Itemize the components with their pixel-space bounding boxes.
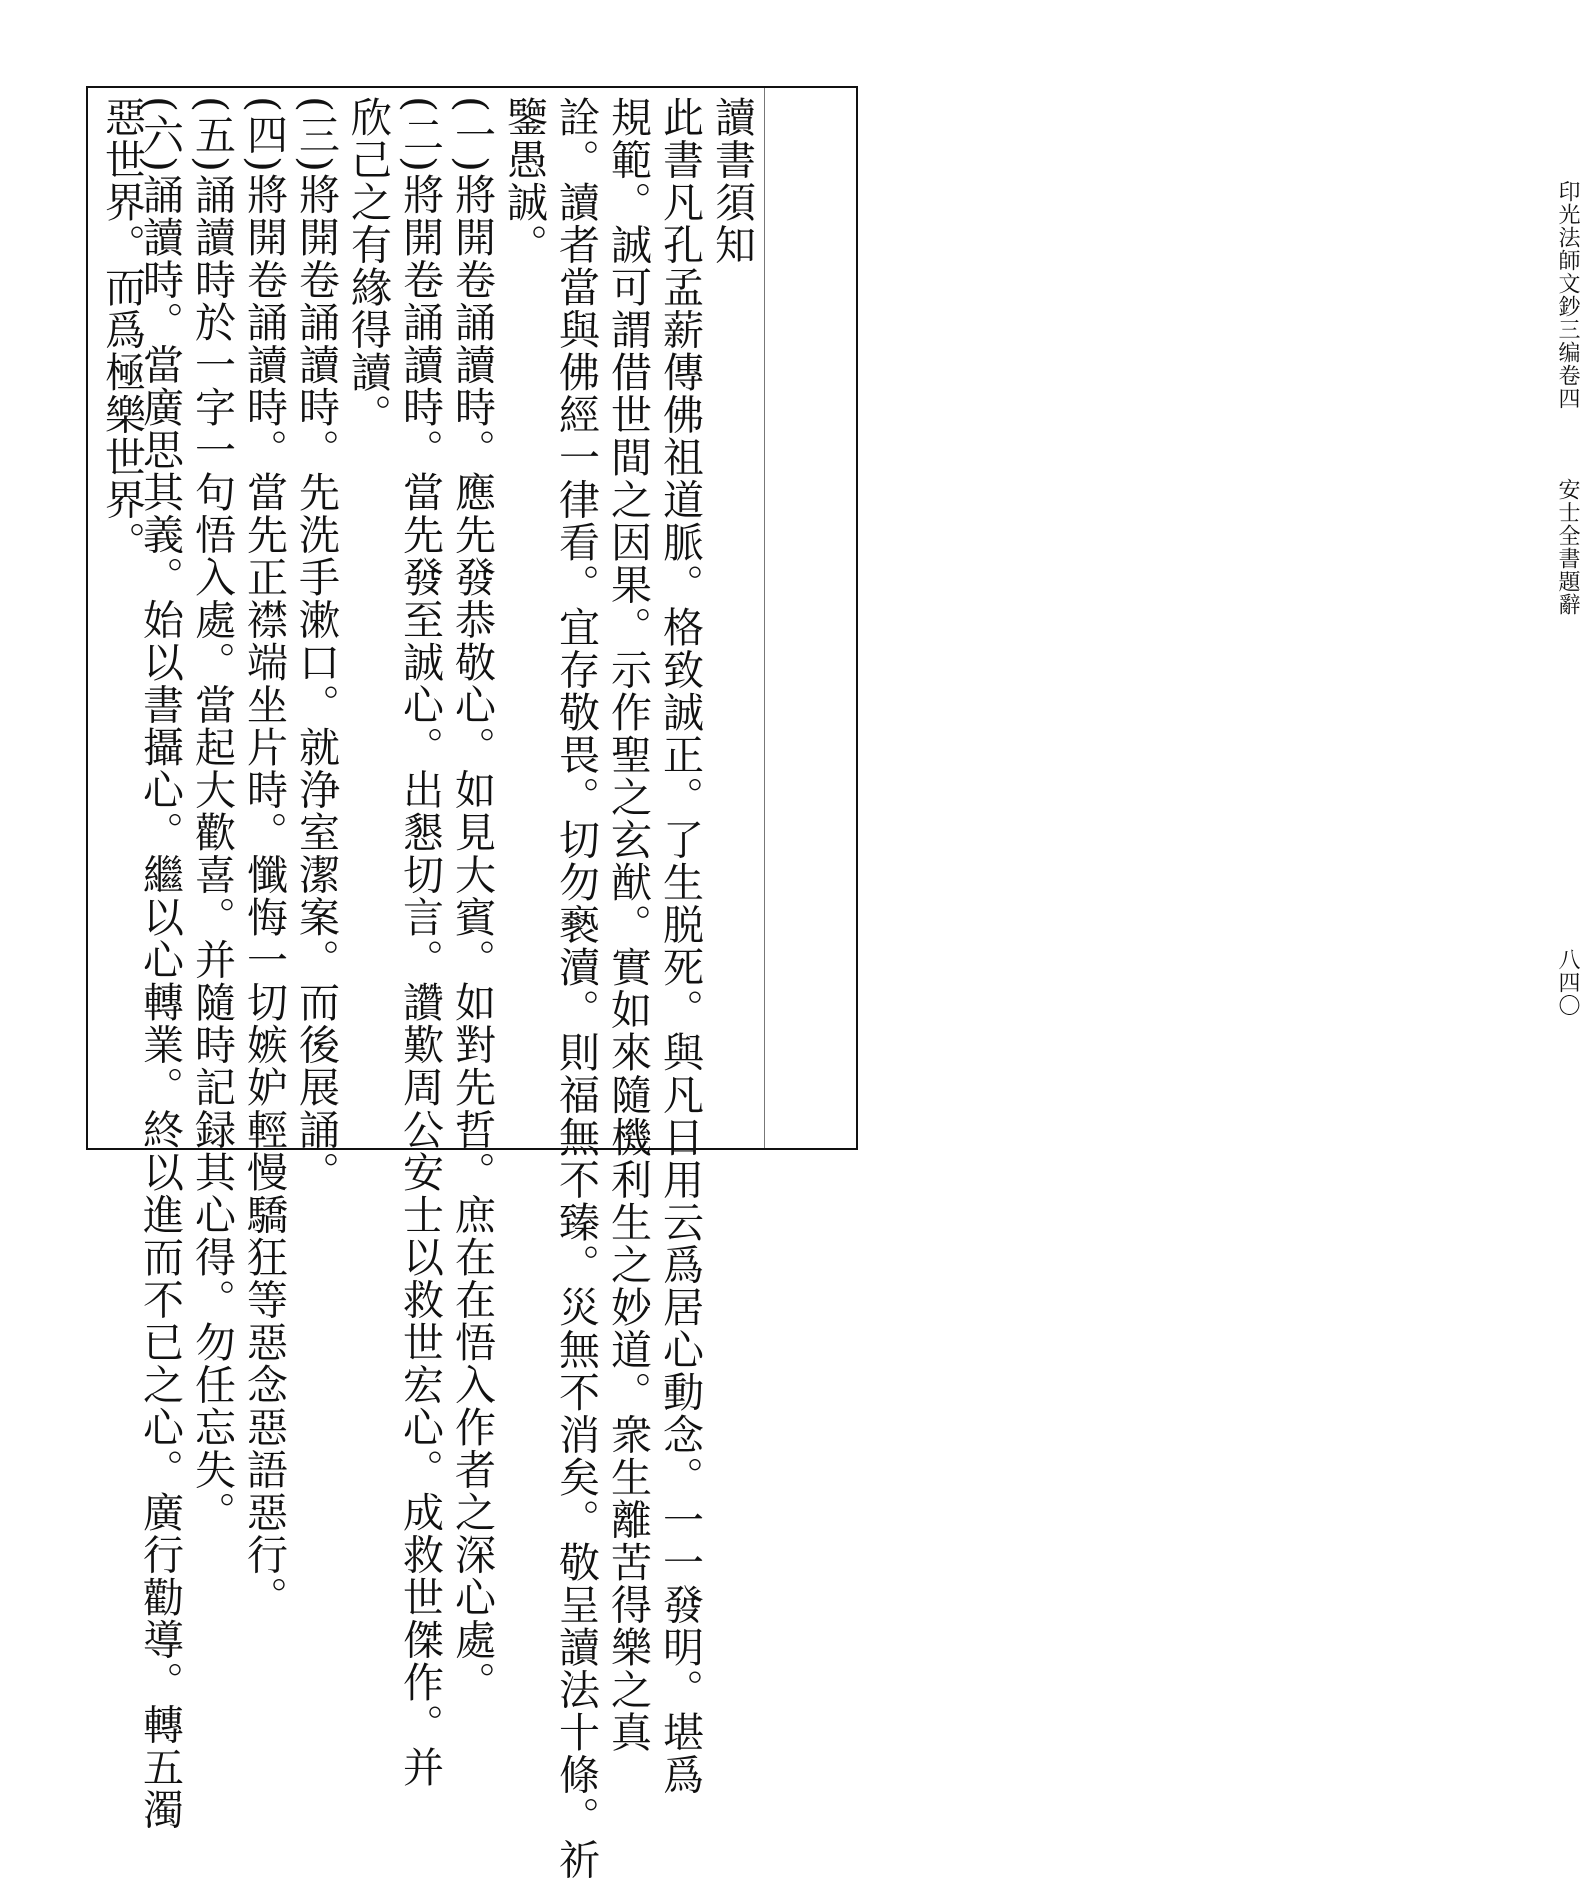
page-number: 八四〇 xyxy=(1555,948,1580,1017)
text-column-2: 規範。誠可謂借世間之因果。示作聖之玄猷。實如來隨機利生之妙道。衆生離苦得樂之真 xyxy=(604,96,652,1754)
section-title: 安士全書題辭 xyxy=(1555,478,1580,616)
text-column-10: (五)誦讀時於一字一句悟入處。當起大歡喜。并隨時記録其心得。勿任忘失。 xyxy=(188,96,236,1534)
text-column-1: 此書凡孔孟薪傳佛祖道脈。格致誠正。了生脱死。與凡日用云爲居心動念。一一發明。堪爲 xyxy=(656,96,704,1796)
text-column-12: 惡世界。而爲極樂世界。 xyxy=(98,96,146,564)
text-column-4: 鑒愚誠。 xyxy=(500,96,548,266)
text-column-6: (二)將開卷誦讀時。當先發至誠心。出懇切言。讚歎周公安士以救世宏心。成救世傑作。并 xyxy=(396,96,444,1789)
text-column-5: (一)將開卷誦讀時。應先發恭敬心。如見大賓。如對先哲。庶在在悟入作者之深心處。 xyxy=(448,96,496,1704)
text-column-3: 詮。讀者當與佛經一律看。宜存敬畏。切勿褻瀆。則福無不臻。災無不消矣。敬呈讀法十條。祈 xyxy=(552,96,600,1881)
book-title: 印光法師文鈔三编卷四 xyxy=(1555,180,1580,410)
text-column-9: (四)將開卷誦讀時。當先正襟端坐片時。懺悔一切嫉妒輕慢驕狂等惡念惡語惡行。 xyxy=(240,96,288,1619)
running-header xyxy=(775,0,1580,1229)
text-column-8: (三)將開卷誦讀時。先洗手漱口。就浄室潔案。而後展誦。 xyxy=(292,96,340,1194)
text-column-7: 欣己之有緣得讀。 xyxy=(344,96,392,436)
body-heading: 讀書須知 xyxy=(708,96,756,266)
header-separator xyxy=(764,88,765,1148)
text-column-11: (六)誦讀時。當廣思其義。始以書攝心。繼以心轉業。終以進而不已之心。廣行勸導。轉五濁 xyxy=(136,96,184,1831)
